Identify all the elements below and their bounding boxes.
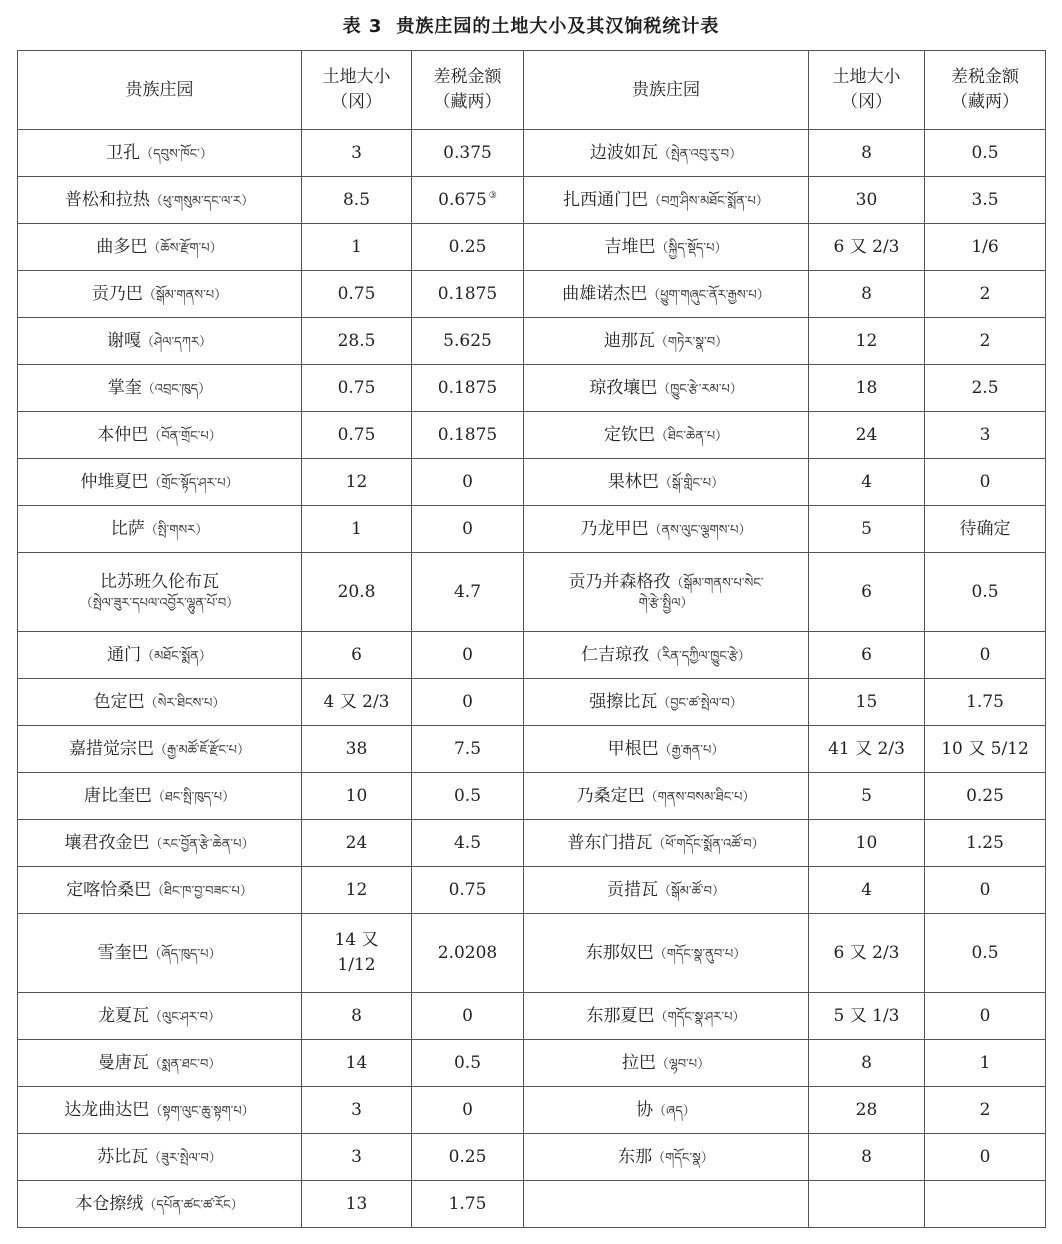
land-cell: 24 [302,820,412,867]
footnote-marker: ③ [488,191,497,202]
land-cell: 14 [302,1040,412,1087]
land-cell: 12 [809,318,925,365]
estate-cell: 乃桑定巴（གནས་བསམ་ཐིང་པ） [524,773,809,820]
estate-cell: 仲堆夏巴（གྲོང་སྟོད་ཤར་པ） [18,459,302,506]
land-cell: 8 [302,993,412,1040]
land-cell: 15 [809,679,925,726]
land-cell: 8 [809,130,925,177]
land-cell: 14 又 1/12 [302,914,412,993]
land-cell: 12 [302,459,412,506]
header-tax: 差税金额 （藏两） [412,51,524,130]
estate-cell: 果林巴（སྒོ་གླིང་པ） [524,459,809,506]
estate-cell: 贡乃并森格孜（སྒོམ་གནས་པ་སེང་ གེ་རྩེ་སྤྱིལ） [524,553,809,632]
land-cell: 6 又 2/3 [809,914,925,993]
land-cell: 0.75 [302,271,412,318]
table-row [18,1040,1046,1087]
land-cell: 20.8 [302,553,412,632]
estate-cell: 琼孜壤巴（ཁྱུང་རྩེ་རམ་པ） [524,365,809,412]
estate-cell: 曲多巴（ཆོས་རྫོག་པ） [18,224,302,271]
tax-cell: 待确定 [925,506,1046,553]
land-cell: 3 [302,130,412,177]
tax-cell: 0.1875 [412,271,524,318]
land-cell: 4 [809,459,925,506]
tax-cell: 0.75 [412,867,524,914]
estate-cell: 嘉措觉宗巴（རྒྱ་མཚོ་ཇོ་རྫོང་པ） [18,726,302,773]
tax-cell: 0.5 [412,773,524,820]
table-row [18,820,1046,867]
header-estate: 贵族庄园 [18,51,302,130]
tax-cell: 0.375 [412,130,524,177]
table-row [18,914,1046,993]
tax-cell: 2 [925,1087,1046,1134]
estate-cell: 比萨（སྤི་གསར） [18,506,302,553]
estate-cell: 仁吉琼孜（རིན་དཀྱིལ་ཁྱུང་རྩེ） [524,632,809,679]
table-row [18,459,1046,506]
tax-cell: 4.7 [412,553,524,632]
estate-cell: 曲雄诺杰巴（ཕྱུག་གཞུང་ནོར་རྒྱས་པ） [524,271,809,318]
tax-cell: 0.1875 [412,365,524,412]
estate-cell: 龙夏瓦（ལུང་ཤར་བ） [18,993,302,1040]
table-row [18,993,1046,1040]
table-row [18,726,1046,773]
estate-cell: 定钦巴（ཐིང་ཆེན་པ） [524,412,809,459]
tax-cell: 0.25 [412,224,524,271]
tax-cell [925,1181,1046,1228]
land-cell: 4 又 2/3 [302,679,412,726]
tax-cell: 1.75 [412,1181,524,1228]
estate-cell: 掌奎（འབྲང་ཁུད） [18,365,302,412]
tax-cell: 1.25 [925,820,1046,867]
tax-cell: 0 [412,993,524,1040]
estate-tax-table [17,50,1046,1228]
land-cell: 8 [809,1134,925,1181]
tax-cell: 0 [925,632,1046,679]
estate-cell: 雪奎巴（ཞོད་ཁུད་པ） [18,914,302,993]
tax-cell: 10 又 5/12 [925,726,1046,773]
land-cell: 12 [302,867,412,914]
land-cell: 13 [302,1181,412,1228]
estate-cell: 边波如瓦（སྤེན་འབུ་རུ་བ） [524,130,809,177]
estate-cell: 唐比奎巴（ཐང་སྤི་ཁུད་པ） [18,773,302,820]
tax-cell: 3 [925,412,1046,459]
tax-cell: 2.5 [925,365,1046,412]
tax-cell: 0.5 [412,1040,524,1087]
tax-cell: 1.75 [925,679,1046,726]
land-cell: 28.5 [302,318,412,365]
estate-cell: 通门（མཐོང་སྨོན） [18,632,302,679]
table-row [18,679,1046,726]
table-number: 表 3 [342,16,383,37]
estate-cell: 乃龙甲巴（ནས་ལུང་ལྕགས་པ） [524,506,809,553]
land-cell: 4 [809,867,925,914]
tax-cell: 0 [925,993,1046,1040]
table-row [18,224,1046,271]
estate-cell: 普东门措瓦（ཕོ་གདོང་སྨོན་འཚོ་བ） [524,820,809,867]
table-row [18,365,1046,412]
estate-cell: 定喀恰桑巴（ཐིང་ཁ་བྱ་བཟང་པ） [18,867,302,914]
table-title [0,12,1062,38]
land-cell: 3 [302,1087,412,1134]
tax-cell: 0 [412,679,524,726]
estate-cell: 贡乃巴（སྒོམ་གནས་པ） [18,271,302,318]
table-row [18,1181,1046,1228]
land-cell: 24 [809,412,925,459]
tax-cell: 1/6 [925,224,1046,271]
estate-cell: 曼唐瓦（སྨན་ཐང་བ） [18,1040,302,1087]
land-cell: 0.75 [302,365,412,412]
estate-cell: 色定巴（སེར་ཐིངས་པ） [18,679,302,726]
table-row [18,1087,1046,1134]
tax-cell: 0.25 [412,1134,524,1181]
estate-cell: 本仲巴（བོན་གྲོང་པ） [18,412,302,459]
tax-cell: 0 [925,867,1046,914]
tax-cell: 0.5 [925,553,1046,632]
estate-cell: 扎西通门巴（བཀྲ་ཤིས་མཐོང་སྨོན་པ） [524,177,809,224]
tax-cell: 0 [925,459,1046,506]
tax-cell: 0.25 [925,773,1046,820]
tax-cell: 0.1875 [412,412,524,459]
estate-cell: 吉堆巴（སྐྱིད་སྡོད་པ） [524,224,809,271]
estate-cell: 本仓擦绒（དཔོན་ཚང་ཚ་རོང） [18,1181,302,1228]
table-row [18,412,1046,459]
tax-cell: 2.0208 [412,914,524,993]
table-row [18,177,1046,224]
land-cell: 41 又 2/3 [809,726,925,773]
table-row [18,318,1046,365]
land-cell: 5 [809,773,925,820]
tax-cell: 0 [412,1087,524,1134]
estate-cell: 比苏班久伦布瓦 （སྤེལ་ཟུར་དཔལ་འབྱོར་ལྷུན་པོ་བ） [18,553,302,632]
table-row [18,271,1046,318]
land-cell: 8 [809,271,925,318]
tax-cell: 0 [412,506,524,553]
table-row [18,1134,1046,1181]
land-cell: 3 [302,1134,412,1181]
estate-cell: 谢嘎（ཤེལ་དཀར） [18,318,302,365]
land-cell: 5 [809,506,925,553]
land-cell: 8 [809,1040,925,1087]
table-row [18,553,1046,632]
header-land: 土地大小 （冈） [809,51,925,130]
estate-cell: 壤君孜金巴（རང་བྱོན་རྩེ་ཆེན་པ） [18,820,302,867]
estate-cell: 普松和拉热（ཕུ་གསུམ་དང་ལ་ར） [18,177,302,224]
tax-cell: 0.5 [925,914,1046,993]
table-row [18,506,1046,553]
estate-cell: 卫孔（དབུས་ཁོང་） [18,130,302,177]
land-cell: 0.75 [302,412,412,459]
tax-cell: 0 [412,632,524,679]
land-cell: 30 [809,177,925,224]
tax-cell: 2 [925,318,1046,365]
land-cell: 1 [302,506,412,553]
land-cell: 10 [302,773,412,820]
estate-cell: 苏比瓦（ཟུར་སྤེལ་བ） [18,1134,302,1181]
estate-cell: 迪那瓦（གཏེར་སྣ་བ） [524,318,809,365]
land-cell: 6 [809,553,925,632]
estate-cell: 协（ཞད） [524,1087,809,1134]
land-cell: 6 又 2/3 [809,224,925,271]
estate-cell: 拉巴（ལྷབ་པ） [524,1040,809,1087]
land-cell: 6 [302,632,412,679]
estate-cell: 强擦比瓦（བྱང་ཚ་སྤེལ་བ） [524,679,809,726]
tax-cell: 2 [925,271,1046,318]
tax-cell: 3.5 [925,177,1046,224]
land-cell [809,1181,925,1228]
tax-cell: 0 [412,459,524,506]
land-cell: 8.5 [302,177,412,224]
tax-cell: 0.675 ③ [412,177,524,224]
table-row [18,773,1046,820]
table-body [18,130,1046,1228]
tax-cell: 7.5 [412,726,524,773]
header-tax: 差税金额 （藏两） [925,51,1046,130]
tax-cell: 1 [925,1040,1046,1087]
land-cell: 6 [809,632,925,679]
estate-cell: 东那奴巴（གདོང་སྣ་ནུབ་པ） [524,914,809,993]
estate-cell [524,1181,809,1228]
tax-cell: 5.625 [412,318,524,365]
header-land: 土地大小 （冈） [302,51,412,130]
land-cell: 38 [302,726,412,773]
land-cell: 1 [302,224,412,271]
land-cell: 5 又 1/3 [809,993,925,1040]
tax-cell: 0.5 [925,130,1046,177]
header-estate: 贵族庄园 [524,51,809,130]
table-caption: 贵族庄园的土地大小及其汉饷税统计表 [396,16,720,37]
estate-cell: 贡措瓦（སྒོམ་ཚོ་བ） [524,867,809,914]
estate-cell: 达龙曲达巴（སྟག་ལུང་ཆུ་སྟག་པ） [18,1087,302,1134]
header-row [18,51,1046,130]
estate-cell: 东那（གདོང་སྣ） [524,1134,809,1181]
table-row [18,130,1046,177]
table-row [18,632,1046,679]
estate-cell: 东那夏巴（གདོང་སྣ་ཤར་པ） [524,993,809,1040]
land-cell: 28 [809,1087,925,1134]
tax-cell: 0 [925,1134,1046,1181]
land-cell: 10 [809,820,925,867]
table-row [18,867,1046,914]
land-cell: 18 [809,365,925,412]
tax-cell: 4.5 [412,820,524,867]
estate-cell: 甲根巴（རྒྱ་རྒན་པ） [524,726,809,773]
